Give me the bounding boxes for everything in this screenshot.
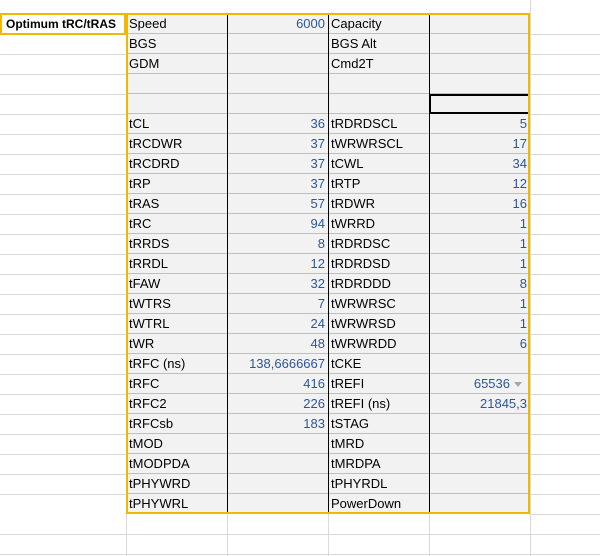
value-cell[interactable]: 6000: [296, 16, 325, 31]
dropdown-arrow-icon[interactable]: [513, 380, 523, 388]
label-cell[interactable]: tRAS: [129, 196, 160, 211]
label-cell[interactable]: tMRD: [331, 436, 365, 451]
value-cell[interactable]: 16: [512, 196, 527, 211]
value-cell[interactable]: [227, 474, 328, 494]
value-cell[interactable]: [429, 414, 530, 434]
value-cell[interactable]: 21845,3: [480, 396, 527, 411]
label-cell[interactable]: tWTRS: [129, 296, 171, 311]
value-cell[interactable]: [227, 434, 328, 454]
label-cell[interactable]: tWRWRDD: [331, 336, 397, 351]
value-cell[interactable]: 37: [310, 156, 325, 171]
label-cell[interactable]: tRFCsb: [129, 416, 174, 431]
value-cell[interactable]: 34: [512, 156, 527, 171]
label-cell[interactable]: tWRWRSC: [331, 296, 396, 311]
value-cell[interactable]: 1: [519, 236, 527, 251]
value-cell[interactable]: 6: [519, 336, 527, 351]
label-cell[interactable]: tRDRDDD: [331, 276, 391, 291]
value-cell[interactable]: 1: [519, 256, 527, 271]
label-cell[interactable]: tREFI (ns): [331, 396, 391, 411]
label-cell[interactable]: tWTRL: [129, 316, 170, 331]
value-cell[interactable]: [429, 14, 530, 34]
value-cell[interactable]: [227, 494, 328, 514]
value-cell[interactable]: [227, 54, 328, 74]
label-cell[interactable]: GDM: [129, 56, 160, 71]
label-cell[interactable]: tRFC (ns): [129, 356, 186, 371]
value-cell[interactable]: [227, 454, 328, 474]
label-cell[interactable]: tRDRDSC: [331, 236, 391, 251]
value-cell[interactable]: 57: [310, 196, 325, 211]
value-cell[interactable]: [429, 494, 530, 514]
value-cell[interactable]: 12: [310, 256, 325, 271]
value-cell[interactable]: 94: [310, 216, 325, 231]
label-cell[interactable]: tMOD: [129, 436, 163, 451]
label-cell[interactable]: tRRDS: [129, 236, 170, 251]
label-cell[interactable]: tRP: [129, 176, 151, 191]
label-cell[interactable]: tRDWR: [331, 196, 376, 211]
label-cell[interactable]: tRC: [129, 216, 152, 231]
label-cell[interactable]: tMRDPA: [331, 456, 381, 471]
value-cell[interactable]: 36: [310, 116, 325, 131]
value-cell[interactable]: 17: [512, 136, 527, 151]
value-cell[interactable]: 65536: [473, 376, 510, 391]
value-cell[interactable]: 7: [317, 296, 325, 311]
value-cell[interactable]: 48: [310, 336, 325, 351]
label-cell[interactable]: tRDRDSCL: [331, 116, 398, 131]
label-cell[interactable]: tWRWRSCL: [331, 136, 403, 151]
label-cell[interactable]: Capacity: [331, 16, 382, 31]
label-cell[interactable]: tCL: [129, 116, 150, 131]
label-cell[interactable]: Cmd2T: [331, 56, 374, 71]
value-cell[interactable]: [227, 74, 328, 94]
value-cell[interactable]: 32: [310, 276, 325, 291]
label-cell[interactable]: tCWL: [331, 156, 364, 171]
label-cell[interactable]: [328, 74, 429, 94]
value-cell[interactable]: [227, 34, 328, 54]
label-cell[interactable]: tWRWRSD: [331, 316, 396, 331]
value-cell[interactable]: 1: [519, 316, 527, 331]
label-cell[interactable]: tPHYWRL: [129, 496, 189, 511]
value-cell[interactable]: 1: [519, 216, 527, 231]
sheet-title-cell[interactable]: Optimum tRC/tRAS: [0, 13, 126, 35]
label-cell[interactable]: tREFI: [331, 376, 365, 391]
value-cell[interactable]: [429, 54, 530, 74]
label-cell[interactable]: PowerDown: [331, 496, 402, 511]
label-cell[interactable]: tWR: [129, 336, 155, 351]
label-cell[interactable]: [126, 74, 227, 94]
value-cell[interactable]: 5: [519, 116, 527, 131]
label-cell[interactable]: tRRDL: [129, 256, 169, 271]
label-cell[interactable]: tRFC: [129, 376, 160, 391]
label-cell[interactable]: BGS: [129, 36, 157, 51]
label-cell[interactable]: tRCDRD: [129, 156, 180, 171]
value-cell[interactable]: [429, 354, 530, 374]
value-cell[interactable]: [429, 34, 530, 54]
value-cell[interactable]: 37: [310, 176, 325, 191]
label-cell[interactable]: tCKE: [331, 356, 362, 371]
value-cell[interactable]: 12: [512, 176, 527, 191]
label-cell[interactable]: tSTAG: [331, 416, 370, 431]
value-cell[interactable]: 8: [317, 236, 325, 251]
label-cell[interactable]: tPHYRDL: [331, 476, 388, 491]
label-cell[interactable]: tWRRD: [331, 216, 376, 231]
value-cell[interactable]: 183: [303, 416, 325, 431]
label-cell[interactable]: tRCDWR: [129, 136, 183, 151]
value-cell[interactable]: [429, 74, 530, 94]
selected-empty-cell[interactable]: [429, 94, 530, 114]
value-cell[interactable]: [429, 454, 530, 474]
label-cell[interactable]: [328, 94, 429, 114]
value-cell[interactable]: 226: [303, 396, 325, 411]
label-cell[interactable]: [126, 94, 227, 114]
value-cell[interactable]: [429, 474, 530, 494]
label-cell[interactable]: BGS Alt: [331, 36, 377, 51]
label-cell[interactable]: Speed: [129, 16, 167, 31]
label-cell[interactable]: tRDRDSD: [331, 256, 391, 271]
label-cell[interactable]: tRFC2: [129, 396, 167, 411]
value-cell[interactable]: 8: [519, 276, 527, 291]
label-cell[interactable]: tRTP: [331, 176, 361, 191]
value-cell[interactable]: 37: [310, 136, 325, 151]
value-cell[interactable]: 416: [303, 376, 325, 391]
label-cell[interactable]: tPHYWRD: [129, 476, 191, 491]
value-cell[interactable]: [227, 94, 328, 114]
value-cell[interactable]: 1: [519, 296, 527, 311]
value-cell[interactable]: 138,6666667: [249, 356, 325, 371]
label-cell[interactable]: tMODPDA: [129, 456, 190, 471]
value-cell[interactable]: 24: [310, 316, 325, 331]
label-cell[interactable]: tFAW: [129, 276, 161, 291]
value-cell[interactable]: [429, 434, 530, 454]
